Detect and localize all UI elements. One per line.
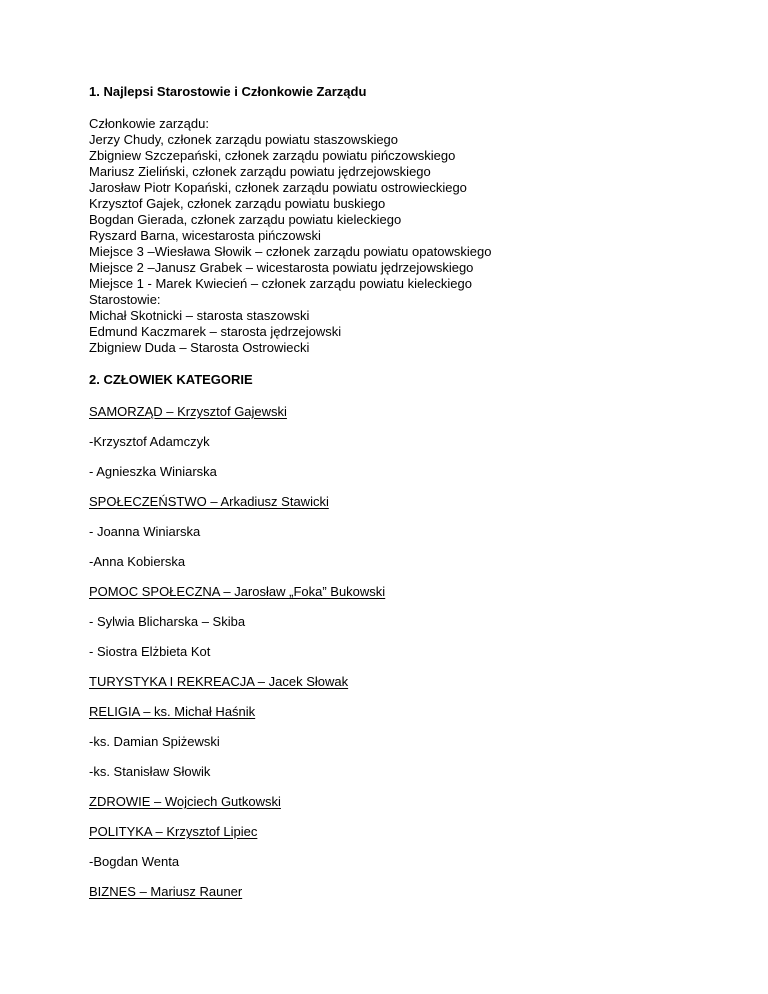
- spacer: [89, 100, 729, 116]
- nominee-entry: -ks. Stanisław Słowik: [89, 764, 211, 779]
- section-1-heading: 1. Najlepsi Starostowie i Członkowie Zarządu: [89, 84, 367, 99]
- section-1-line: Bogdan Gierada, członek zarządu powiatu kieleckiego: [89, 212, 402, 227]
- section-1-line: Jerzy Chudy, członek zarządu powiatu staszowskiego: [89, 132, 399, 147]
- section-1-line: Mariusz Zieliński, członek zarządu powiatu jędrzejowskiego: [89, 164, 431, 179]
- nominee-entry: -Anna Kobierska: [89, 554, 186, 569]
- section-1-line: Jarosław Piotr Kopański, członek zarządu powiatu ostrowieckiego: [89, 180, 467, 195]
- category-heading: POLITYKA – Krzysztof Lipiec: [89, 824, 258, 839]
- nominee-entry: - Sylwia Blicharska – Skiba: [89, 614, 246, 629]
- section-2-heading: 2. CZŁOWIEK KATEGORIE: [89, 372, 253, 387]
- category-heading: SPOŁECZEŃSTWO – Arkadiusz Stawicki: [89, 494, 329, 509]
- nominee-entry: - Siostra Elżbieta Kot: [89, 644, 211, 659]
- section-1-body: [89, 116, 729, 356]
- spacer: [89, 388, 729, 404]
- section-1-line: Krzysztof Gajek, członek zarządu powiatu buskiego: [89, 196, 386, 211]
- category-heading: ZDROWIE – Wojciech Gutkowski: [89, 794, 281, 809]
- nominee-entry: - Agnieszka Winiarska: [89, 464, 217, 479]
- section-1-line: Michał Skotnicki – starosta staszowski: [89, 308, 310, 323]
- section-1-line: Członkowie zarządu:: [89, 116, 209, 131]
- section-1-line: Zbigniew Duda – Starosta Ostrowiecki: [89, 340, 310, 355]
- section-1-line: Miejsce 3 –Wiesława Słowik – członek zarządu powiatu opatowskiego: [89, 244, 492, 259]
- section-2-body: [89, 404, 729, 900]
- spacer: [89, 356, 729, 372]
- section-1-line: Miejsce 2 –Janusz Grabek – wicestarosta powiatu jędrzejowskiego: [89, 260, 474, 275]
- category-heading: RELIGIA – ks. Michał Haśnik: [89, 704, 256, 719]
- nominee-entry: -Bogdan Wenta: [89, 854, 180, 869]
- section-1-line: Ryszard Barna, wicestarosta pińczowski: [89, 228, 321, 243]
- category-heading: TURYSTYKA I REKREACJA – Jacek Słowak: [89, 674, 349, 689]
- section-1-line: Starostowie:: [89, 292, 161, 307]
- category-heading: POMOC SPOŁECZNA – Jarosław „Foka” Bukowski: [89, 584, 386, 599]
- section-1-line: Zbigniew Szczepański, członek zarządu powiatu pińczowskiego: [89, 148, 456, 163]
- category-heading: SAMORZĄD – Krzysztof Gajewski: [89, 404, 287, 419]
- section-1-line: Edmund Kaczmarek – starosta jędrzejowski: [89, 324, 342, 339]
- nominee-entry: - Joanna Winiarska: [89, 524, 201, 539]
- document-page: [89, 84, 729, 914]
- section-1-line: Miejsce 1 - Marek Kwiecień – członek zarządu powiatu kieleckiego: [89, 276, 472, 291]
- category-heading: BIZNES – Mariusz Rauner: [89, 884, 243, 899]
- nominee-entry: -Krzysztof Adamczyk: [89, 434, 210, 449]
- nominee-entry: -ks. Damian Spiżewski: [89, 734, 220, 749]
